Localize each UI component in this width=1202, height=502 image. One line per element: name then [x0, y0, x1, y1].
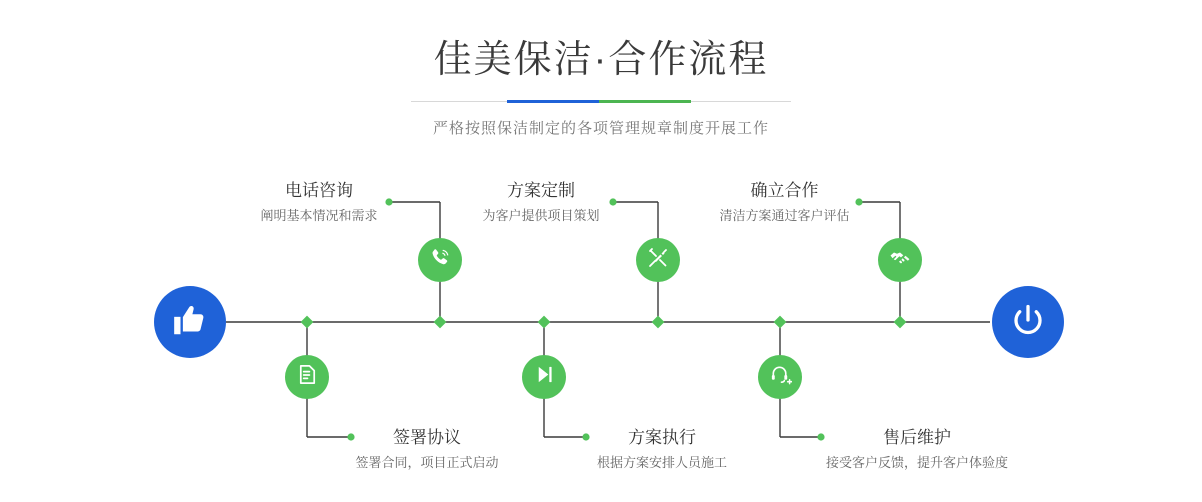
flow-label-step-2: [327, 425, 527, 473]
handshake-icon: [888, 246, 912, 275]
flow-node-step-2[interactable]: [285, 355, 329, 399]
flow-label-step-4: [562, 425, 762, 473]
play-forward-icon: [533, 363, 556, 391]
title-divider: [411, 100, 791, 103]
flow-label-step-1: [248, 178, 390, 226]
document-edit-icon: [296, 363, 319, 391]
step-title: 电话咨询: [285, 181, 353, 200]
flow-label-step-3: [465, 178, 617, 226]
flow-end-badge: [992, 286, 1064, 358]
process-flow-diagram: [0, 150, 1202, 502]
flow-node-step-6[interactable]: [758, 355, 802, 399]
page-subtitle: 严格按照保洁制定的各项管理规章制度开展工作: [432, 119, 769, 137]
step-desc: 阐明基本情况和需求: [260, 207, 378, 223]
page-header: [0, 0, 1202, 138]
step-title: 签署协议: [393, 428, 461, 447]
flow-label-step-6: [797, 425, 1037, 473]
step-title: 售后维护: [883, 428, 951, 447]
flow-node-step-5[interactable]: [878, 238, 922, 282]
phone-call-icon: [428, 246, 452, 275]
pencil-ruler-icon: [646, 246, 670, 275]
customer-service-icon: [769, 363, 792, 391]
step-desc: 根据方案安排人员施工: [596, 454, 727, 470]
flow-label-step-5: [707, 178, 862, 226]
step-title: 方案定制: [507, 181, 575, 200]
power-icon: [1010, 302, 1046, 343]
flow-node-step-3[interactable]: [636, 238, 680, 282]
divider-accent-green: [599, 100, 691, 103]
flow-node-step-1[interactable]: [418, 238, 462, 282]
page-title: 佳美保洁·合作流程: [433, 39, 769, 81]
step-desc: 接受客户反馈，提升客户体验度: [825, 454, 1008, 470]
step-desc: 清洁方案通过客户评估: [719, 207, 850, 223]
step-desc: 签署合同，项目正式启动: [355, 454, 499, 470]
flow-start-badge: [154, 286, 226, 358]
step-desc: 为客户提供项目策划: [482, 207, 600, 223]
divider-accent-blue: [507, 100, 599, 103]
flow-node-step-4[interactable]: [522, 355, 566, 399]
step-title: 方案执行: [628, 428, 696, 447]
thumbs-up-icon: [171, 301, 209, 344]
step-title: 确立合作: [750, 181, 819, 200]
